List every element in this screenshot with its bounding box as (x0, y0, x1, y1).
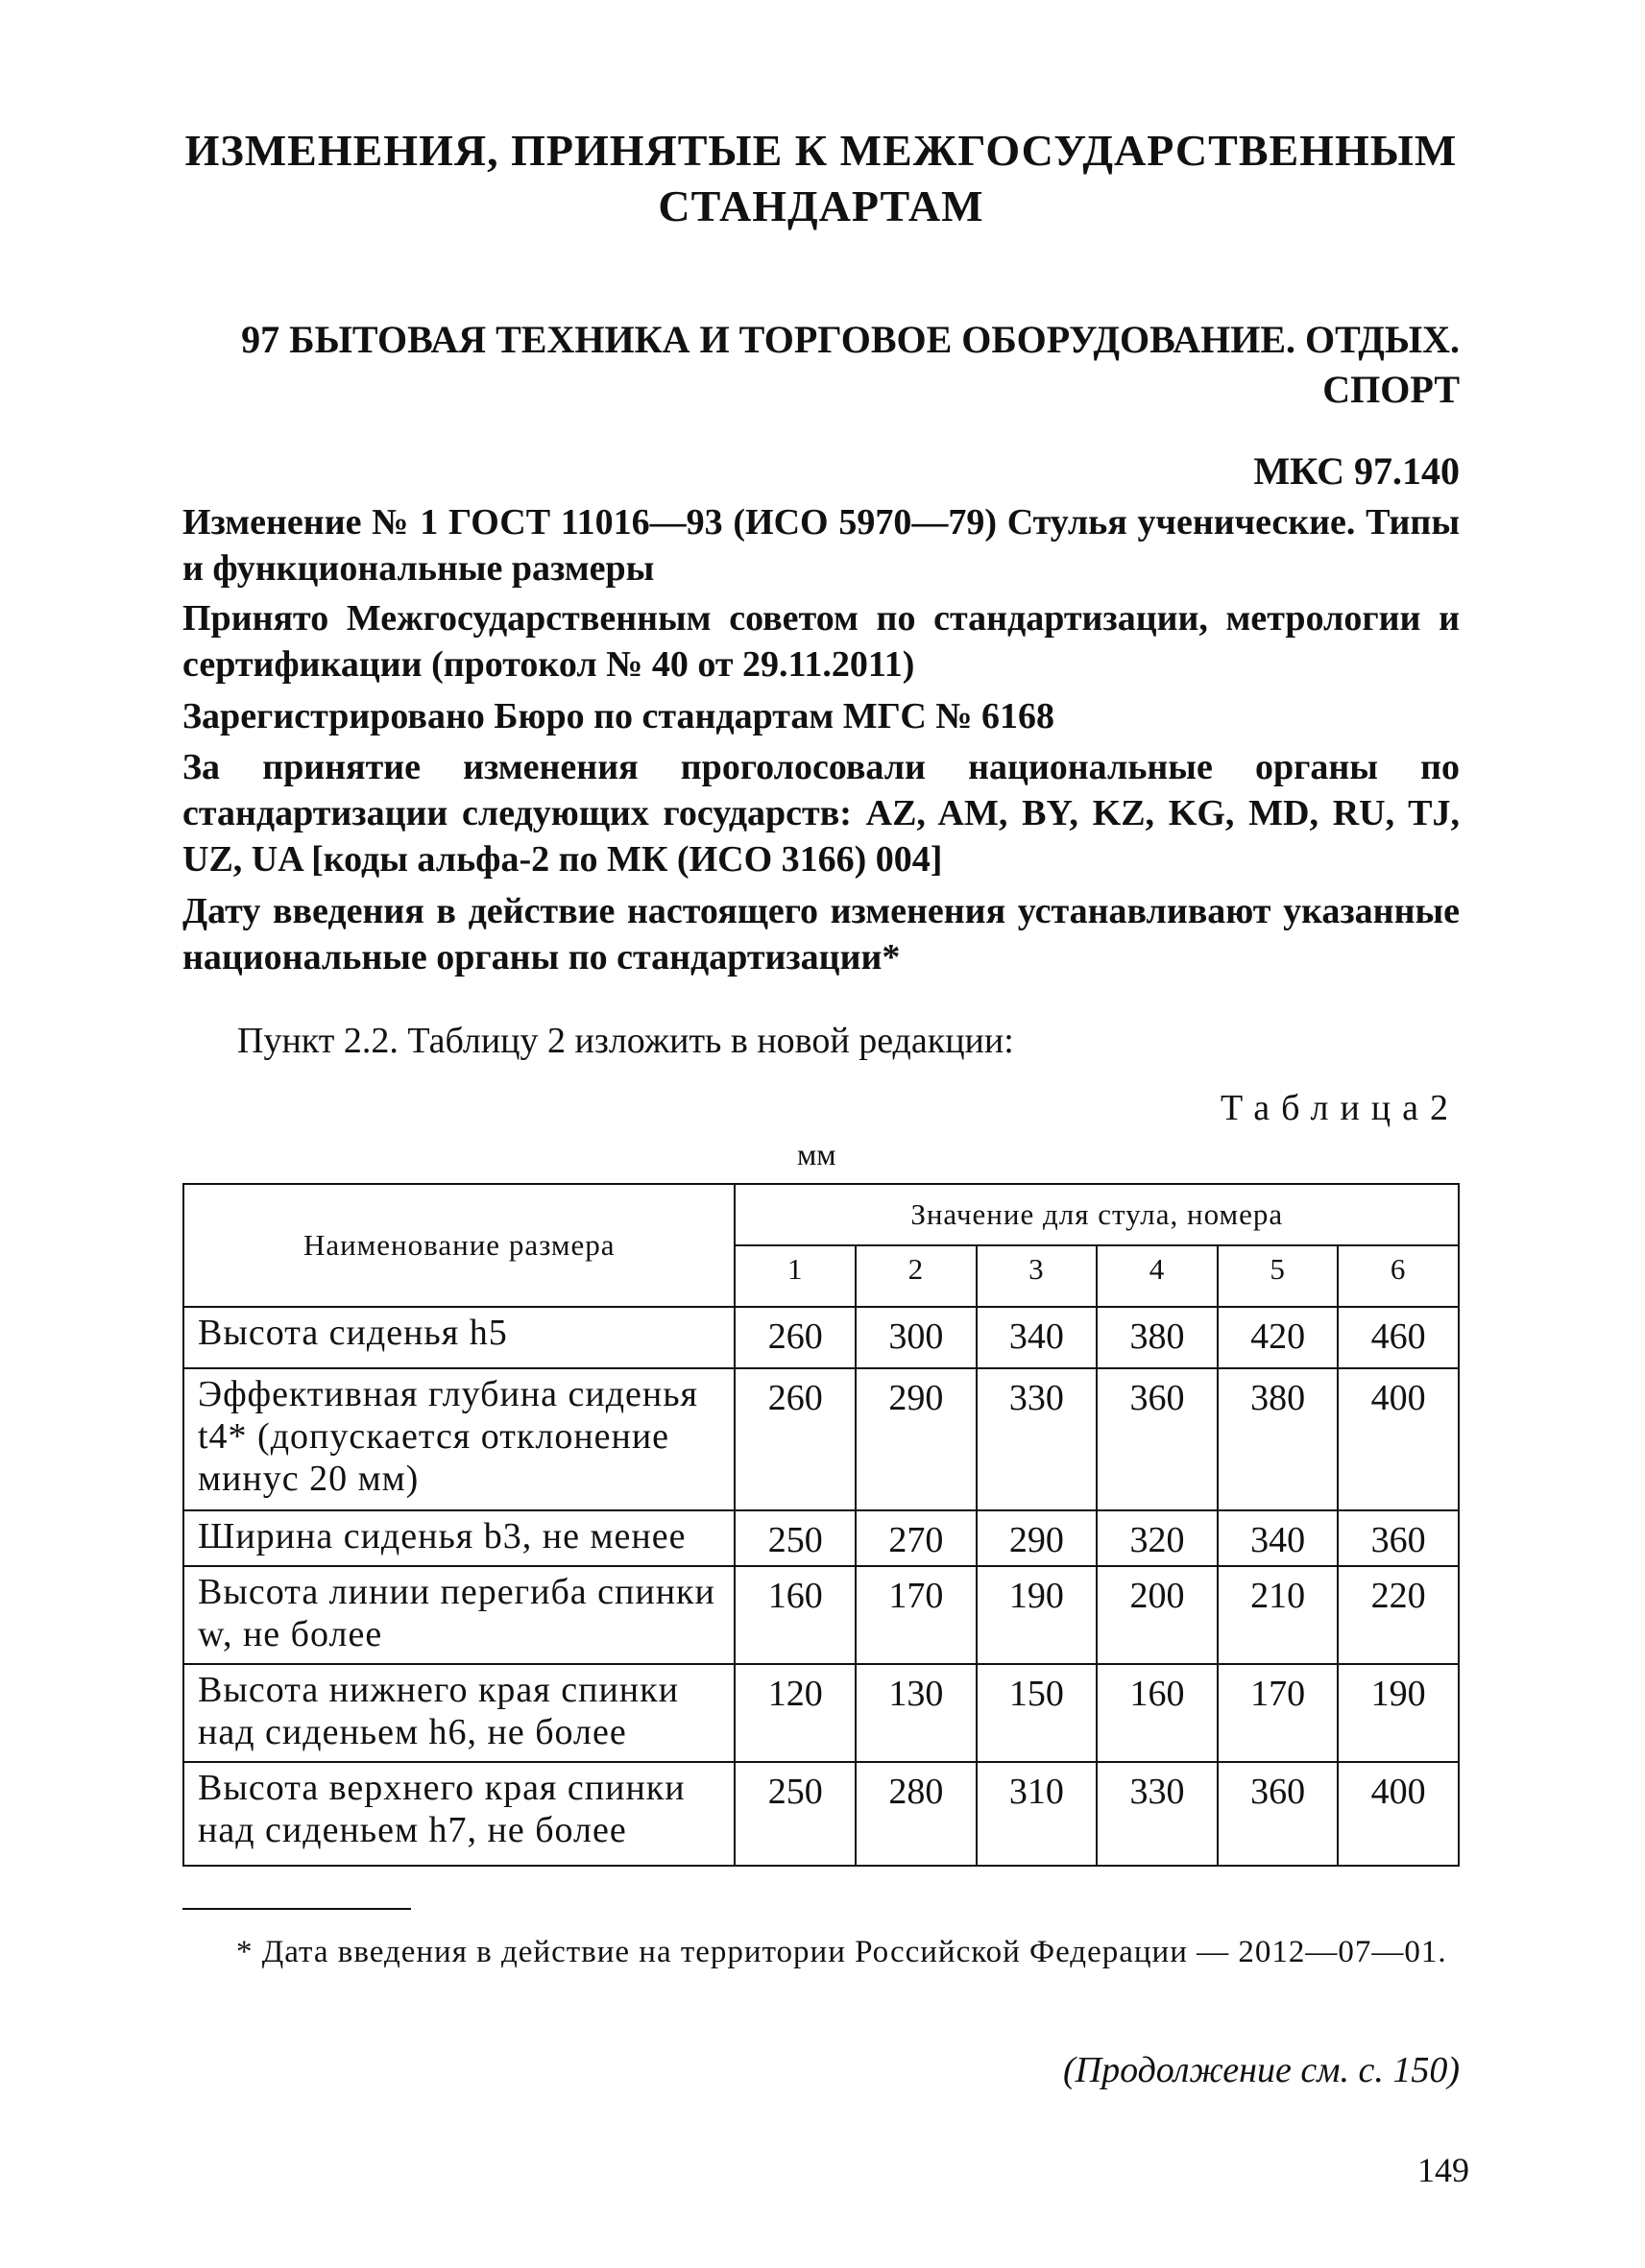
row-name: Высота линии перегиба спинки w, не более (183, 1566, 735, 1664)
value-cell: 220 (1338, 1566, 1459, 1664)
value-cell: 320 (1097, 1510, 1218, 1566)
value-cell: 260 (735, 1307, 856, 1368)
row-name: Высота нижнего края спинки над сиденьем h6, не более (183, 1664, 735, 1762)
value-cell: 360 (1218, 1762, 1339, 1866)
table-row (183, 1510, 1459, 1566)
continuation-note: (Продолжение см. с. 150) (1062, 2050, 1460, 2090)
page-title (182, 123, 1460, 234)
value-cell: 380 (1097, 1307, 1218, 1368)
effective-date-note: Дату введения в действие настоящего изменения устанавливают указанные национальные органы по стандартизации* (182, 891, 1460, 977)
value-cell: 160 (1097, 1664, 1218, 1762)
footnote-divider (182, 1908, 411, 1910)
table-row (183, 1762, 1459, 1866)
value-cell: 250 (735, 1762, 856, 1866)
registered-note: Зарегистрировано Бюро по стандартам МГС № 6168 (182, 696, 1054, 736)
change-title: Изменение № 1 ГОСТ 11016—93 (ИСО 5970—79) Стулья ученические. Типы и функциональные размеры (182, 502, 1460, 589)
chair-number: 4 (1097, 1245, 1218, 1307)
row-name: Высота верхнего края спинки над сиденьем h7, не более (183, 1762, 735, 1866)
value-cell: 290 (977, 1510, 1098, 1566)
mks-code: МКС 97.140 (1253, 449, 1460, 493)
value-cell: 190 (977, 1566, 1098, 1664)
row-name: Ширина сиденья b3, не менее (183, 1510, 735, 1566)
value-cell: 360 (1338, 1510, 1459, 1566)
chair-number: 6 (1338, 1245, 1459, 1307)
value-cell: 310 (977, 1762, 1098, 1866)
value-cell: 420 (1218, 1307, 1339, 1368)
table-label: Таблица2 (1220, 1088, 1460, 1128)
section-title (182, 315, 1460, 415)
value-cell: 280 (856, 1762, 977, 1866)
value-cell: 400 (1338, 1762, 1459, 1866)
value-cell: 150 (977, 1664, 1098, 1762)
name-column-header: Наименование размера (183, 1184, 735, 1307)
chair-number: 5 (1218, 1245, 1339, 1307)
voted-note: За принятие изменения проголосовали национальные органы по стандартизации следующих государств: AZ, AM, BY, KZ, KG, MD, RU, TJ, UZ, UA [коды альфа-2 по МК (ИСО 3166) 004] (182, 747, 1460, 880)
page-title-line-1: ИЗМЕНЕНИЯ, ПРИНЯТЫЕ К МЕЖГОСУДАРСТВЕННЫМ (184, 126, 1458, 175)
value-cell: 460 (1338, 1307, 1459, 1368)
value-cell: 130 (856, 1664, 977, 1762)
page-title-line-2: СТАНДАРТАМ (658, 181, 984, 230)
row-name: Высота сиденья h5 (183, 1307, 735, 1368)
table-row (183, 1368, 1459, 1510)
page-number: 149 (1417, 2151, 1469, 2189)
value-column-header: Значение для стула, номера (735, 1184, 1459, 1245)
value-cell: 200 (1097, 1566, 1218, 1664)
value-cell: 360 (1097, 1368, 1218, 1510)
value-cell: 340 (1218, 1510, 1339, 1566)
value-cell: 210 (1218, 1566, 1339, 1664)
value-cell: 170 (1218, 1664, 1339, 1762)
chair-number: 3 (977, 1245, 1098, 1307)
value-cell: 270 (856, 1510, 977, 1566)
table-row (183, 1664, 1459, 1762)
value-cell: 120 (735, 1664, 856, 1762)
value-cell: 250 (735, 1510, 856, 1566)
value-cell: 330 (977, 1368, 1098, 1510)
value-cell: 260 (735, 1368, 856, 1510)
accepted-note: Принято Межгосударственным советом по стандартизации, метрологии и сертификации (протокол № 40 от 29.11.2011) (182, 598, 1460, 685)
dimensions-table (182, 1183, 1460, 1867)
clause-text: Пункт 2.2. Таблицу 2 изложить в новой редакции: (237, 1021, 1014, 1061)
value-cell: 160 (735, 1566, 856, 1664)
section-title-line-2: СПОРТ (1322, 368, 1460, 411)
unit-label: мм (797, 1137, 836, 1171)
table-row (183, 1566, 1459, 1664)
value-cell: 340 (977, 1307, 1098, 1368)
value-cell: 330 (1097, 1762, 1218, 1866)
chair-number: 1 (735, 1245, 856, 1307)
section-title-line-1: 97 БЫТОВАЯ ТЕХНИКА И ТОРГОВОЕ ОБОРУДОВАНИЕ. ОТДЫХ. (241, 318, 1460, 361)
footnote: * Дата введения в действие на территории Российской Федерации — 2012—07—01. (236, 1935, 1447, 1969)
value-cell: 170 (856, 1566, 977, 1664)
row-name: Эффективная глубина сиденья t4* (допускается отклонение минус 20 мм) (183, 1368, 735, 1510)
chair-number: 2 (856, 1245, 977, 1307)
value-cell: 400 (1338, 1368, 1459, 1510)
value-cell: 380 (1218, 1368, 1339, 1510)
value-cell: 190 (1338, 1664, 1459, 1762)
value-cell: 300 (856, 1307, 977, 1368)
table-row (183, 1307, 1459, 1368)
value-cell: 290 (856, 1368, 977, 1510)
